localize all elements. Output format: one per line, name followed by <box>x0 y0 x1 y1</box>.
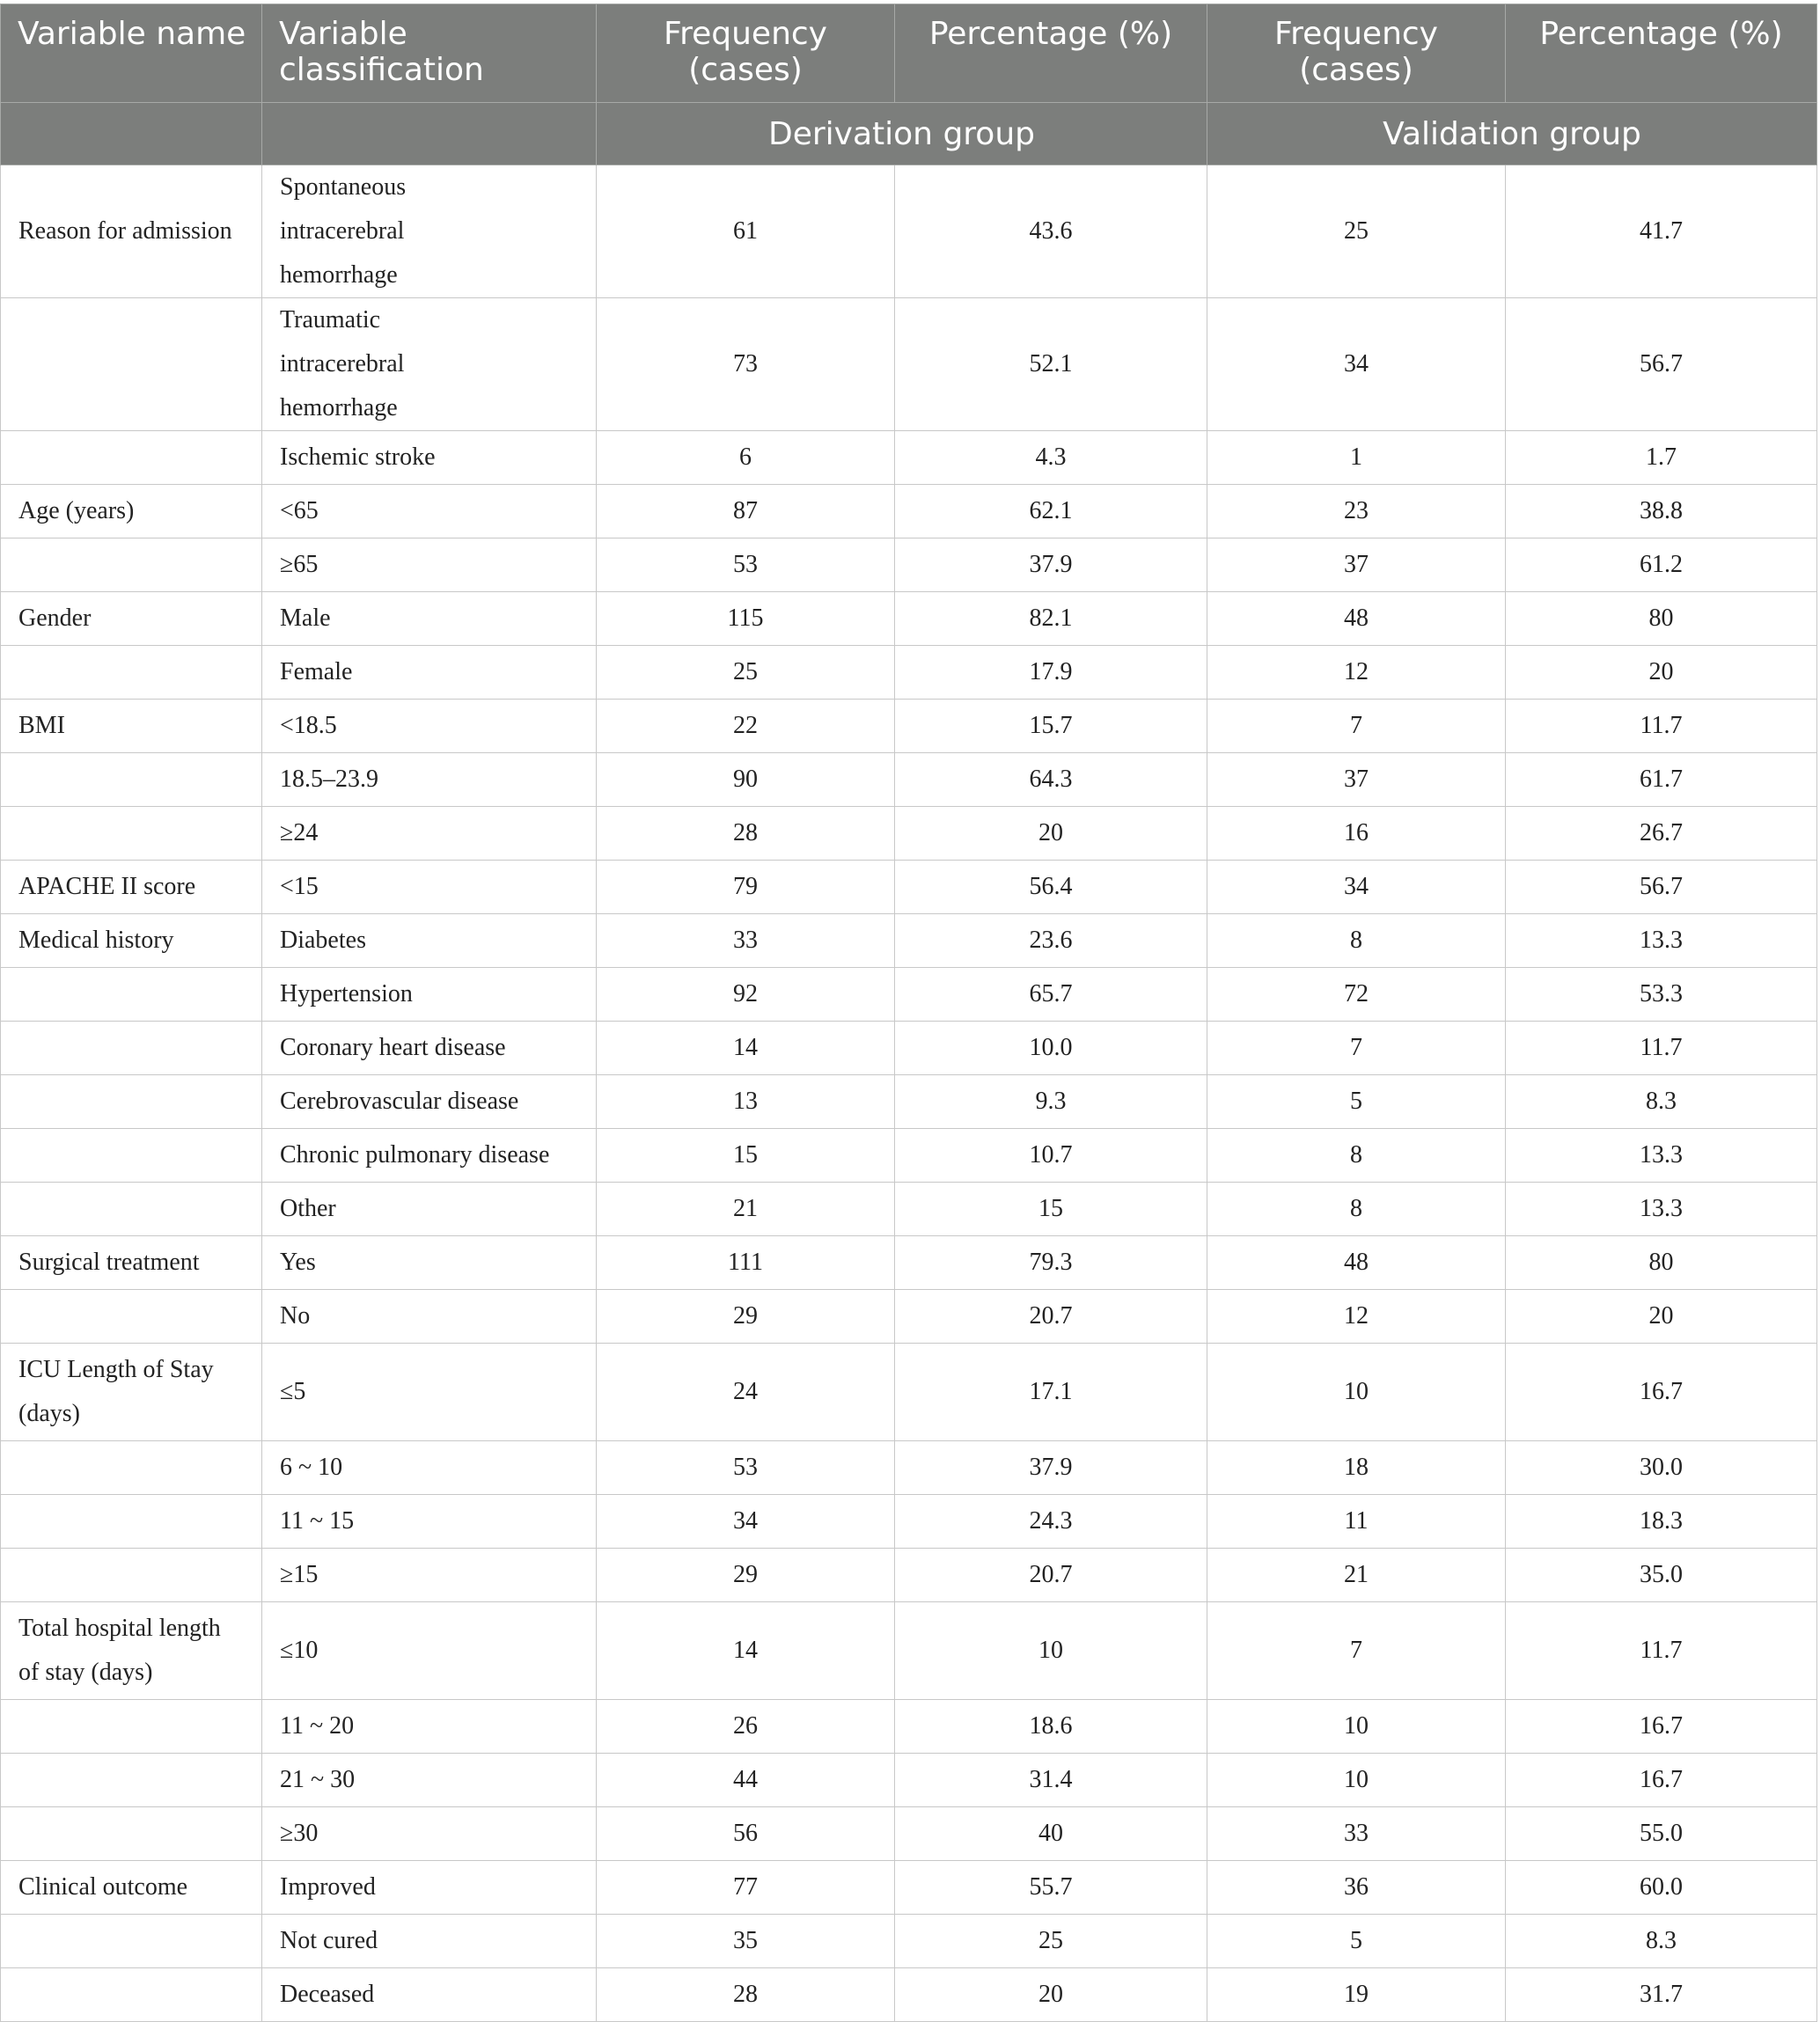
cell-frequency-validation: 36 <box>1207 1861 1506 1915</box>
cell-variable-classification: Other <box>262 1183 597 1236</box>
cell-variable-classification: Improved <box>262 1861 597 1915</box>
cell-variable-name <box>1 1183 262 1236</box>
cell-frequency-derivation: 25 <box>597 646 895 700</box>
cell-percentage-validation: 16.7 <box>1506 1700 1817 1754</box>
cell-frequency-derivation: 14 <box>597 1602 895 1700</box>
cell-variable-classification: ≥15 <box>262 1549 597 1602</box>
cell-percentage-derivation: 24.3 <box>895 1495 1207 1549</box>
cell-frequency-derivation: 28 <box>597 1968 895 2022</box>
cell-variable-classification: ≥65 <box>262 538 597 592</box>
cell-frequency-derivation: 22 <box>597 700 895 753</box>
cell-percentage-validation: 11.7 <box>1506 700 1817 753</box>
cell-frequency-validation: 34 <box>1207 861 1506 914</box>
cell-variable-name <box>1 1129 262 1183</box>
cell-percentage-derivation: 65.7 <box>895 968 1207 1022</box>
table-row <box>1 1968 1817 2022</box>
cell-percentage-validation: 30.0 <box>1506 1441 1817 1495</box>
cell-variable-name: Medical history <box>1 914 262 968</box>
table-row <box>1 1075 1817 1129</box>
cell-variable-classification: Male <box>262 592 597 646</box>
cell-variable-classification: No <box>262 1290 597 1344</box>
cell-variable-name <box>1 646 262 700</box>
cell-percentage-validation: 8.3 <box>1506 1915 1817 1968</box>
cell-variable-classification: ≥24 <box>262 807 597 861</box>
cell-percentage-validation: 38.8 <box>1506 485 1817 538</box>
cell-frequency-validation: 7 <box>1207 1022 1506 1075</box>
cell-percentage-derivation: 31.4 <box>895 1754 1207 1807</box>
cell-percentage-validation: 31.7 <box>1506 1968 1817 2022</box>
cell-variable-classification: Cerebrovascular disease <box>262 1075 597 1129</box>
cell-frequency-derivation: 15 <box>597 1129 895 1183</box>
cell-frequency-derivation: 115 <box>597 592 895 646</box>
table-body <box>1 165 1817 2022</box>
cell-frequency-derivation: 79 <box>597 861 895 914</box>
cell-frequency-validation: 21 <box>1207 1549 1506 1602</box>
table-row <box>1 753 1817 807</box>
table-row <box>1 807 1817 861</box>
table-row <box>1 914 1817 968</box>
table-row <box>1 1807 1817 1861</box>
cell-percentage-validation: 35.0 <box>1506 1549 1817 1602</box>
cell-percentage-validation: 18.3 <box>1506 1495 1817 1549</box>
cell-percentage-derivation: 56.4 <box>895 861 1207 914</box>
table-row <box>1 1754 1817 1807</box>
cell-frequency-derivation: 73 <box>597 298 895 431</box>
cell-percentage-validation: 26.7 <box>1506 807 1817 861</box>
cell-frequency-derivation: 26 <box>597 1700 895 1754</box>
cell-percentage-derivation: 43.6 <box>895 165 1207 298</box>
cell-percentage-validation: 16.7 <box>1506 1754 1817 1807</box>
cell-percentage-derivation: 82.1 <box>895 592 1207 646</box>
cell-percentage-validation: 56.7 <box>1506 298 1817 431</box>
table-row <box>1 1602 1817 1700</box>
cell-frequency-validation: 48 <box>1207 1236 1506 1290</box>
cell-percentage-validation: 55.0 <box>1506 1807 1817 1861</box>
cell-variable-classification: 11 ~ 20 <box>262 1700 597 1754</box>
cell-variable-name: Reason for admission <box>1 165 262 298</box>
cell-variable-name <box>1 1441 262 1495</box>
table-row <box>1 1129 1817 1183</box>
cell-frequency-validation: 10 <box>1207 1754 1506 1807</box>
cell-frequency-validation: 16 <box>1207 807 1506 861</box>
group-row <box>1 103 1817 165</box>
cell-frequency-derivation: 28 <box>597 807 895 861</box>
cell-variable-classification: 6 ~ 10 <box>262 1441 597 1495</box>
table-row <box>1 861 1817 914</box>
cell-percentage-derivation: 37.9 <box>895 1441 1207 1495</box>
cell-variable-classification: Coronary heart disease <box>262 1022 597 1075</box>
cell-percentage-validation: 80 <box>1506 1236 1817 1290</box>
cell-percentage-derivation: 37.9 <box>895 538 1207 592</box>
cell-variable-name <box>1 1075 262 1129</box>
cell-percentage-validation: 61.2 <box>1506 538 1817 592</box>
cell-frequency-derivation: 24 <box>597 1344 895 1441</box>
cell-percentage-validation: 20 <box>1506 646 1817 700</box>
cell-percentage-derivation: 18.6 <box>895 1700 1207 1754</box>
cell-percentage-derivation: 17.1 <box>895 1344 1207 1441</box>
cell-variable-classification: <65 <box>262 485 597 538</box>
cell-percentage-derivation: 79.3 <box>895 1236 1207 1290</box>
cell-variable-classification: ≥30 <box>262 1807 597 1861</box>
table-row <box>1 968 1817 1022</box>
cell-frequency-derivation: 34 <box>597 1495 895 1549</box>
cell-frequency-derivation: 90 <box>597 753 895 807</box>
cell-frequency-derivation: 87 <box>597 485 895 538</box>
cell-variable-name <box>1 431 262 485</box>
data-table <box>0 4 1817 2022</box>
cell-variable-name <box>1 807 262 861</box>
table-row <box>1 1700 1817 1754</box>
group-empty-cell <box>1 103 262 165</box>
cell-percentage-validation: 11.7 <box>1506 1602 1817 1700</box>
header-percentage-validation: Percentage (%) <box>1506 4 1817 103</box>
cell-variable-name <box>1 1754 262 1807</box>
cell-variable-classification: <18.5 <box>262 700 597 753</box>
cell-percentage-validation: 53.3 <box>1506 968 1817 1022</box>
cell-variable-name <box>1 968 262 1022</box>
cell-frequency-derivation: 13 <box>597 1075 895 1129</box>
cell-frequency-validation: 8 <box>1207 1129 1506 1183</box>
cell-variable-classification: Chronic pulmonary disease <box>262 1129 597 1183</box>
group-derivation: Derivation group <box>597 103 1207 165</box>
header-row <box>1 4 1817 103</box>
cell-variable-classification: ≤5 <box>262 1344 597 1441</box>
cell-variable-classification: 18.5–23.9 <box>262 753 597 807</box>
cell-frequency-derivation: 77 <box>597 1861 895 1915</box>
table-row <box>1 646 1817 700</box>
cell-frequency-validation: 19 <box>1207 1968 1506 2022</box>
cell-frequency-validation: 12 <box>1207 1290 1506 1344</box>
table-row <box>1 165 1817 298</box>
cell-percentage-derivation: 20 <box>895 1968 1207 2022</box>
cell-frequency-validation: 37 <box>1207 538 1506 592</box>
cell-frequency-validation: 7 <box>1207 1602 1506 1700</box>
cell-percentage-derivation: 62.1 <box>895 485 1207 538</box>
cell-percentage-derivation: 4.3 <box>895 431 1207 485</box>
cell-variable-classification: Yes <box>262 1236 597 1290</box>
table-row <box>1 1861 1817 1915</box>
table-row <box>1 1183 1817 1236</box>
cell-percentage-derivation: 17.9 <box>895 646 1207 700</box>
table-row <box>1 485 1817 538</box>
table-row <box>1 1290 1817 1344</box>
cell-percentage-derivation: 64.3 <box>895 753 1207 807</box>
header-frequency-derivation: Frequency (cases) <box>597 4 895 103</box>
cell-frequency-derivation: 53 <box>597 538 895 592</box>
cell-percentage-validation: 60.0 <box>1506 1861 1817 1915</box>
cell-percentage-derivation: 10.0 <box>895 1022 1207 1075</box>
cell-variable-name: Clinical outcome <box>1 1861 262 1915</box>
cell-percentage-derivation: 20 <box>895 807 1207 861</box>
cell-frequency-validation: 11 <box>1207 1495 1506 1549</box>
cell-frequency-validation: 10 <box>1207 1344 1506 1441</box>
cell-frequency-validation: 8 <box>1207 914 1506 968</box>
table-row <box>1 1549 1817 1602</box>
table-row <box>1 592 1817 646</box>
cell-percentage-validation: 16.7 <box>1506 1344 1817 1441</box>
cell-variable-name <box>1 1700 262 1754</box>
header-frequency-validation: Frequency (cases) <box>1207 4 1506 103</box>
cell-percentage-derivation: 10.7 <box>895 1129 1207 1183</box>
cell-percentage-derivation: 25 <box>895 1915 1207 1968</box>
table-row <box>1 1236 1817 1290</box>
cell-frequency-derivation: 29 <box>597 1290 895 1344</box>
header-variable-name: Variable name <box>1 4 262 103</box>
group-validation: Validation group <box>1207 103 1817 165</box>
cell-percentage-validation: 8.3 <box>1506 1075 1817 1129</box>
cell-frequency-validation: 7 <box>1207 700 1506 753</box>
cell-variable-classification: 11 ~ 15 <box>262 1495 597 1549</box>
cell-variable-name: Surgical treatment <box>1 1236 262 1290</box>
cell-frequency-derivation: 21 <box>597 1183 895 1236</box>
cell-variable-classification: Not cured <box>262 1915 597 1968</box>
cell-percentage-derivation: 9.3 <box>895 1075 1207 1129</box>
cell-percentage-validation: 41.7 <box>1506 165 1817 298</box>
table-row <box>1 700 1817 753</box>
cell-frequency-validation: 34 <box>1207 298 1506 431</box>
header-variable-classification: Variable classification <box>262 4 597 103</box>
cell-variable-name <box>1 1022 262 1075</box>
cell-percentage-validation: 13.3 <box>1506 1183 1817 1236</box>
cell-percentage-validation: 13.3 <box>1506 1129 1817 1183</box>
cell-frequency-validation: 12 <box>1207 646 1506 700</box>
cell-frequency-derivation: 33 <box>597 914 895 968</box>
cell-variable-name <box>1 1549 262 1602</box>
cell-percentage-derivation: 20.7 <box>895 1549 1207 1602</box>
cell-frequency-validation: 5 <box>1207 1915 1506 1968</box>
cell-percentage-derivation: 15.7 <box>895 700 1207 753</box>
cell-percentage-validation: 1.7 <box>1506 431 1817 485</box>
cell-frequency-validation: 37 <box>1207 753 1506 807</box>
cell-frequency-derivation: 111 <box>597 1236 895 1290</box>
cell-frequency-derivation: 6 <box>597 431 895 485</box>
header-percentage-derivation: Percentage (%) <box>895 4 1207 103</box>
cell-percentage-validation: 11.7 <box>1506 1022 1817 1075</box>
cell-frequency-derivation: 61 <box>597 165 895 298</box>
cell-frequency-validation: 1 <box>1207 431 1506 485</box>
cell-frequency-derivation: 92 <box>597 968 895 1022</box>
cell-percentage-validation: 20 <box>1506 1290 1817 1344</box>
cell-frequency-derivation: 29 <box>597 1549 895 1602</box>
cell-percentage-derivation: 20.7 <box>895 1290 1207 1344</box>
cell-frequency-derivation: 44 <box>597 1754 895 1807</box>
cell-variable-name <box>1 1915 262 1968</box>
cell-frequency-derivation: 35 <box>597 1915 895 1968</box>
cell-percentage-derivation: 40 <box>895 1807 1207 1861</box>
cell-percentage-validation: 80 <box>1506 592 1817 646</box>
cell-percentage-derivation: 23.6 <box>895 914 1207 968</box>
cell-variable-classification: Spontaneous intracerebral hemorrhage <box>262 165 597 298</box>
cell-variable-name <box>1 1968 262 2022</box>
cell-variable-classification: ≤10 <box>262 1602 597 1700</box>
cell-variable-name: ICU Length of Stay (days) <box>1 1344 262 1441</box>
table-row <box>1 538 1817 592</box>
table-row <box>1 1441 1817 1495</box>
cell-frequency-validation: 72 <box>1207 968 1506 1022</box>
cell-percentage-derivation: 55.7 <box>895 1861 1207 1915</box>
cell-percentage-derivation: 15 <box>895 1183 1207 1236</box>
cell-frequency-validation: 23 <box>1207 485 1506 538</box>
cell-variable-name: Age (years) <box>1 485 262 538</box>
cell-variable-classification: Diabetes <box>262 914 597 968</box>
cell-frequency-validation: 18 <box>1207 1441 1506 1495</box>
table-header <box>1 4 1817 165</box>
cell-frequency-validation: 8 <box>1207 1183 1506 1236</box>
cell-variable-name <box>1 538 262 592</box>
cell-variable-name <box>1 1495 262 1549</box>
cell-frequency-validation: 48 <box>1207 592 1506 646</box>
cell-frequency-validation: 25 <box>1207 165 1506 298</box>
cell-percentage-validation: 61.7 <box>1506 753 1817 807</box>
cell-percentage-derivation: 10 <box>895 1602 1207 1700</box>
cell-variable-name <box>1 753 262 807</box>
cell-frequency-validation: 33 <box>1207 1807 1506 1861</box>
cell-variable-classification: 21 ~ 30 <box>262 1754 597 1807</box>
cell-frequency-validation: 5 <box>1207 1075 1506 1129</box>
cell-variable-name: APACHE II score <box>1 861 262 914</box>
cell-variable-name <box>1 298 262 431</box>
cell-variable-name <box>1 1290 262 1344</box>
cell-variable-name: Gender <box>1 592 262 646</box>
table-row <box>1 431 1817 485</box>
table-row <box>1 1915 1817 1968</box>
table-row <box>1 1344 1817 1441</box>
cell-frequency-derivation: 56 <box>597 1807 895 1861</box>
cell-variable-name: BMI <box>1 700 262 753</box>
cell-variable-classification: Ischemic stroke <box>262 431 597 485</box>
table-row <box>1 1022 1817 1075</box>
cell-percentage-derivation: 52.1 <box>895 298 1207 431</box>
cell-variable-classification: Hypertension <box>262 968 597 1022</box>
table-row <box>1 298 1817 431</box>
cell-variable-name <box>1 1807 262 1861</box>
cell-percentage-validation: 13.3 <box>1506 914 1817 968</box>
cell-variable-classification: Female <box>262 646 597 700</box>
cell-frequency-derivation: 14 <box>597 1022 895 1075</box>
cell-variable-classification: Traumatic intracerebral hemorrhage <box>262 298 597 431</box>
group-empty-cell <box>262 103 597 165</box>
cell-variable-classification: <15 <box>262 861 597 914</box>
cell-frequency-derivation: 53 <box>597 1441 895 1495</box>
cell-variable-name: Total hospital length of stay (days) <box>1 1602 262 1700</box>
cell-percentage-validation: 56.7 <box>1506 861 1817 914</box>
cell-frequency-validation: 10 <box>1207 1700 1506 1754</box>
cell-variable-classification: Deceased <box>262 1968 597 2022</box>
table-row <box>1 1495 1817 1549</box>
